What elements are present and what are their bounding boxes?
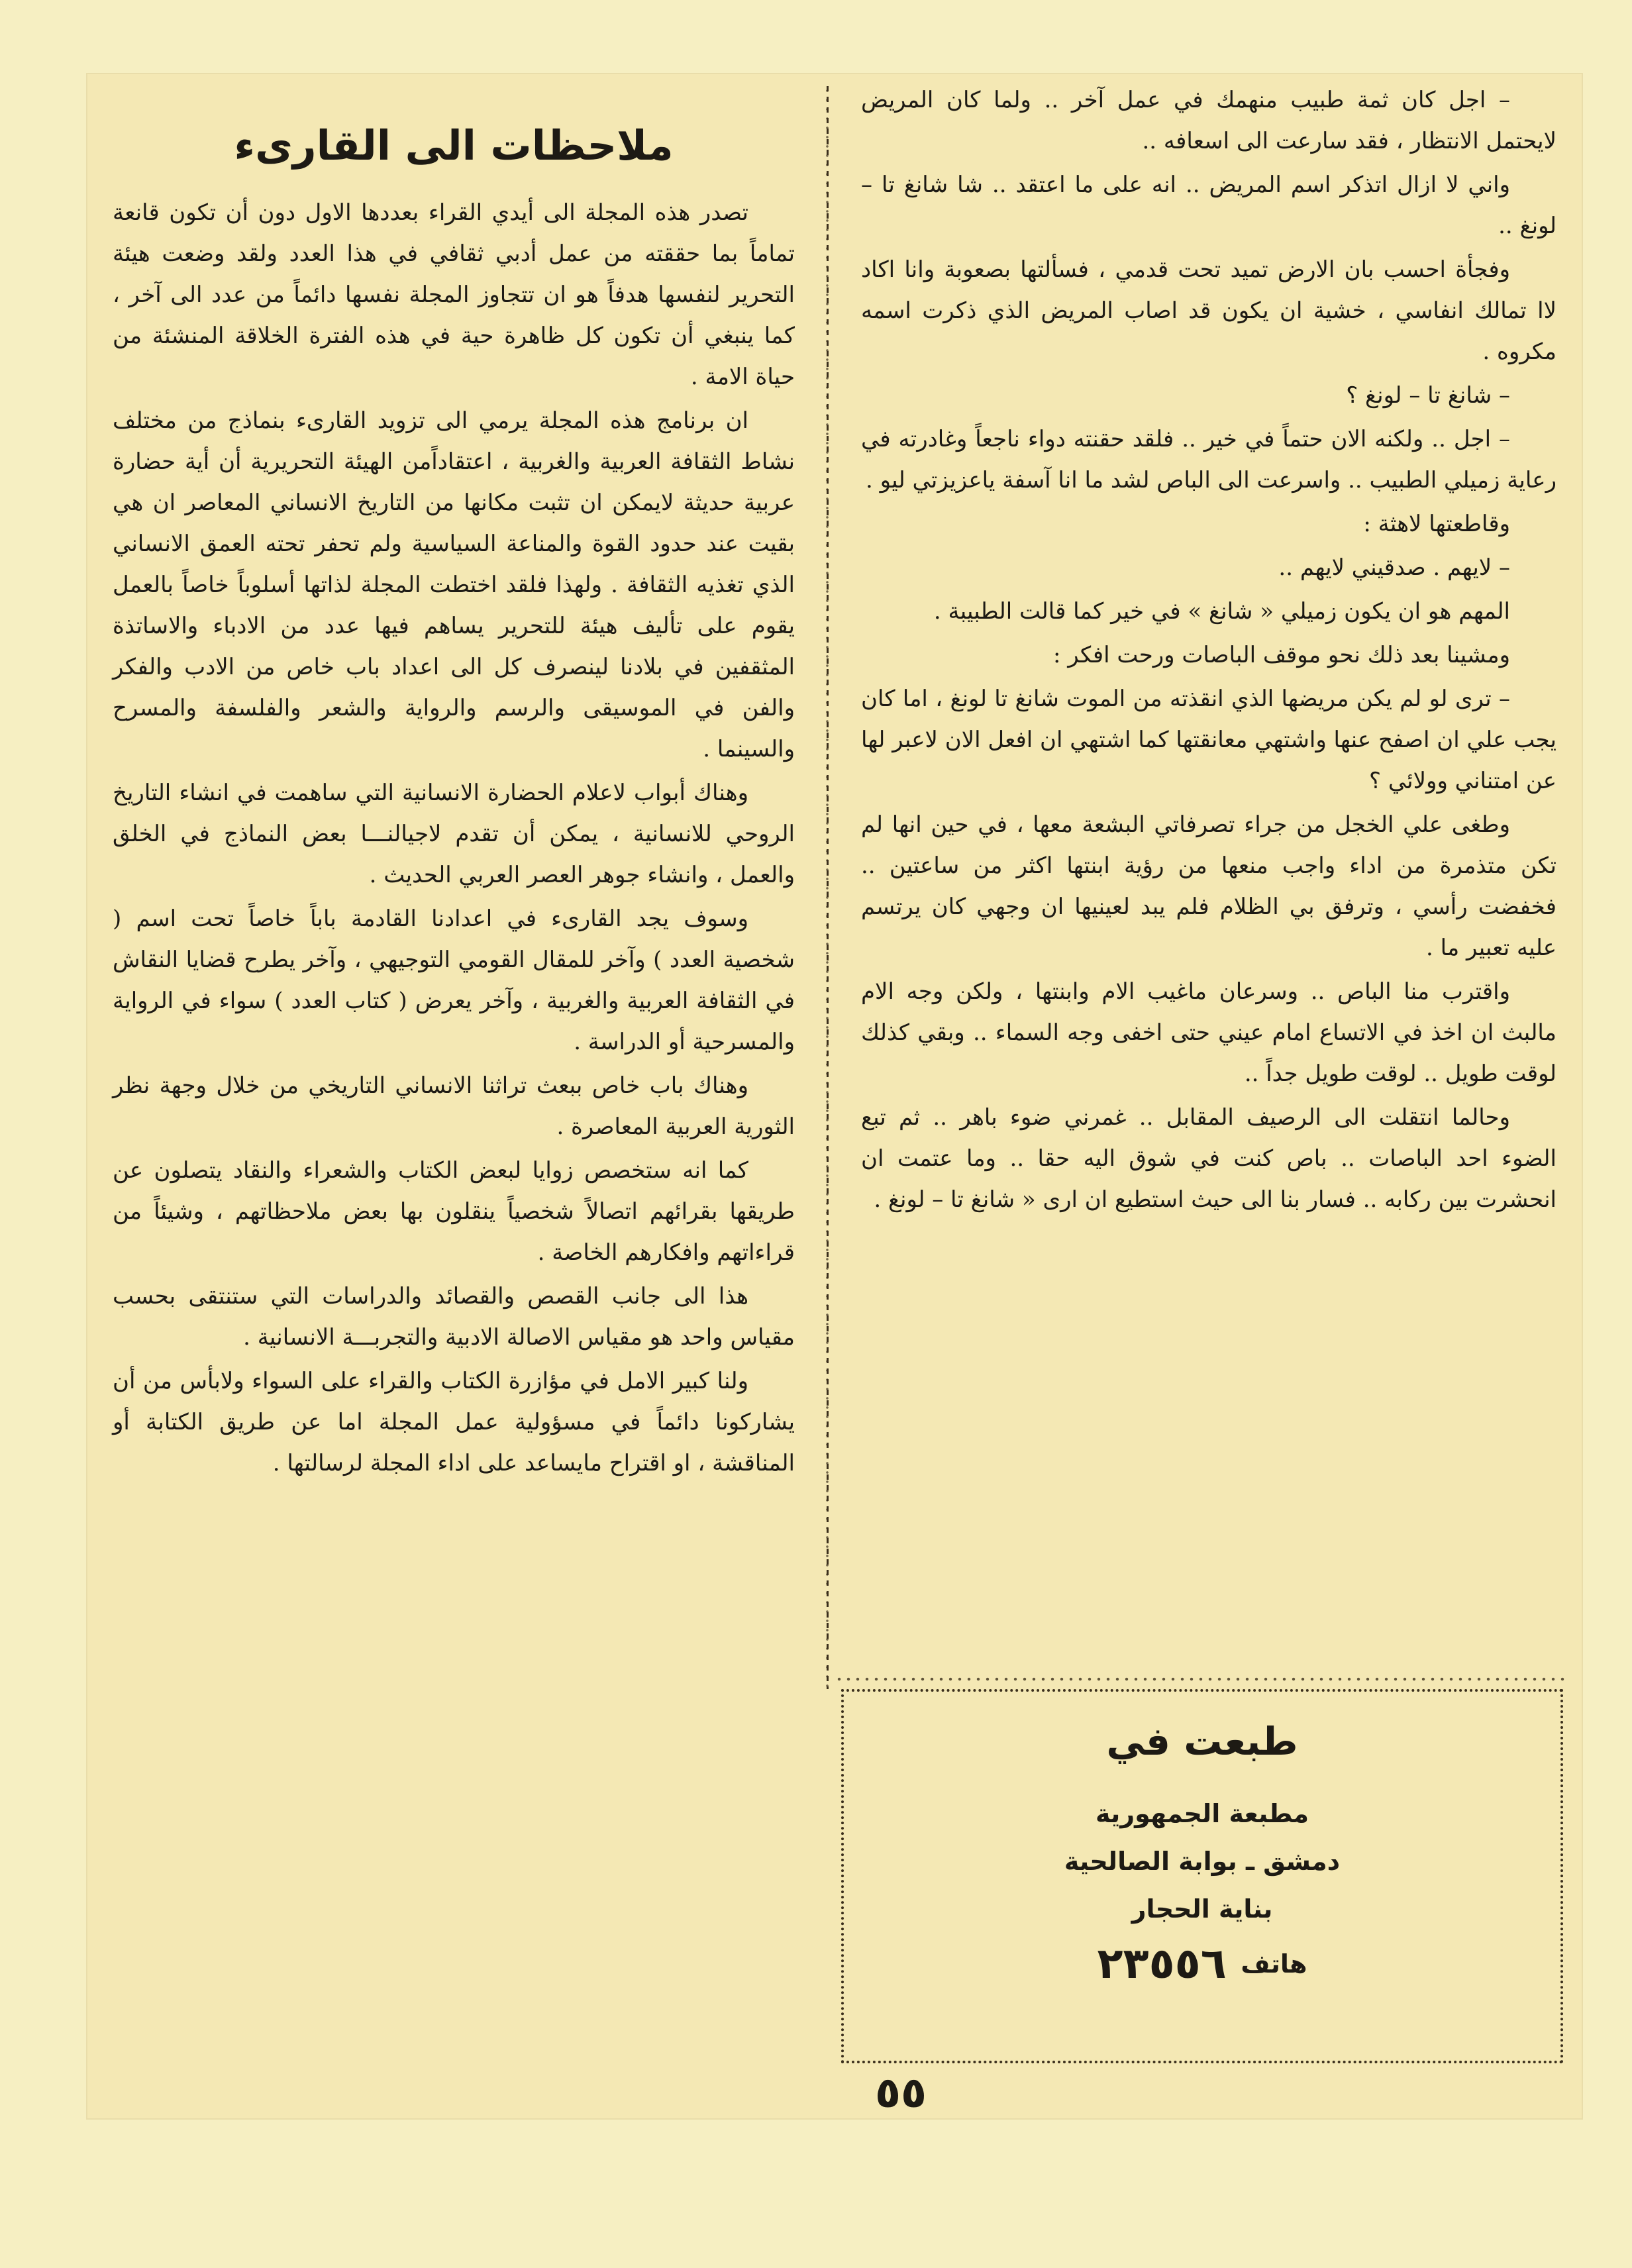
section-separator: [835, 1675, 1570, 1684]
phone-label: هاتف: [1241, 1949, 1307, 1979]
paragraph: وهناك أبواب لاعلام الحضارة الانسانية التي ساهمت في انشاء التاريخ الروحي للانسانية ، يمكن أن تقدم لاجيالنـــا بعض النماذج في الخلق والعمل ، وانشاء جوهر العصر العربي الحديث .: [113, 780, 795, 888]
paragraph: ولنا كبير الامل في مؤازرة الكتاب والقراء على السواء ولابأس من أن يشاركونا دائماً في مسؤولية عمل المجلة اما عن طريق الكتابة أو المناقشة ، او اقتراح مايساعد على اداء المجلة لرسالتها .: [113, 1368, 795, 1476]
paragraph: هذا الى جانب القصص والقصائد والدراسات التي ستنتقى بحسب مقياس واحد هو مقياس الاصالة الادبية والتجربـــة الانسانية .: [113, 1283, 795, 1351]
paragraph: وهناك باب خاص ببعث تراثنا الانساني التاريخي من خلال وجهة نظر الثورية العربية المعاصرة .: [113, 1072, 795, 1140]
magazine-page: [86, 73, 1583, 2120]
paragraph: – شانغ تا – لونغ ؟: [1346, 382, 1510, 409]
column-divider: [821, 86, 833, 1689]
paragraph: – ترى لو لم يكن مريضها الذي انقذته من الموت شانغ تا لونغ ، اما كان يجب علي ان اصفح عنها واشتهي معانقتها كما اشتهي ان افعل الان لاعبر لها عن امتناني وولائي ؟: [861, 686, 1556, 794]
paragraph: – لايهم . صدقيني لايهم ..: [1278, 554, 1510, 581]
paragraph: كما انه ستخصص زوايا لبعض الكتاب والشعراء والنقاد يتصلون عن طريقها بقرائهم اتصالاً شخصياً ينقلون بها بعض ملاحظاتهم ، وشيئاً من قراءاتهم وافكارهم الخاصة .: [113, 1157, 795, 1266]
page-number: ٥٥: [874, 2069, 927, 2118]
paragraph: وقاطعتها لاهثة :: [1363, 511, 1510, 537]
printer-location: دمشق ـ بوابة الصالحية: [1064, 1847, 1341, 1876]
printer-phone: [870, 1939, 1534, 1988]
notes-to-reader-column: [86, 73, 821, 2060]
paragraph: وطغى علي الخجل من جراء تصرفاتي البشعة معها ، في حين انها لم تكن متذمرة من اداء واجب منعها من رؤية ابنتها اكثر من ساعتين .. فخفضت رأسي ، وترفق بي الظلام فلم يبد لعينيها ان وجهي كان يرتسم عليه تعبير ما .: [861, 811, 1556, 961]
paragraph: – اجل كان ثمة طبيب منهمك في عمل آخر .. ولما كان المريض لايحتمل الانتظار ، فقد سارعت الى اسعافه ..: [861, 87, 1556, 154]
article-title: ملاحظات الى القارىء: [234, 121, 674, 170]
paragraph: ان برنامج هذه المجلة يرمي الى تزويد القارىء بنماذج من مختلف نشاط الثقافة العربية والغربية ، اعتقاداًمن الهيئة التحريرية أن أية حضارة عربية حديثة لايمكن ان تثبت مكانها من التاريخ الانساني المعاصر ان هي بقيت عند حدود القوة والمناعة السياسية ولم تحفر تحته العمق الانساني الذي تغذيه الثقافة . ولهذا فلقد اختطت المجلة لذاتها أسلوباً خاصاً بالعمل يقوم على تأليف هيئة للتحرير يساهم فيها عدد من الادباء والاساتذة المثقفين في بلادنا لينصرف كل الى اعداد باب خاص من الادب والفكر والفن في الموسيقى والرسم والرواية والشعر والفلسفة والمسرح والسينما .: [113, 407, 795, 762]
paragraph: واني لا ازال اتذكر اسم المريض .. انه على ما اعتقد .. شا شانغ تا – لونغ ..: [861, 172, 1556, 239]
printer-building: بناية الحجار: [1131, 1894, 1273, 1924]
paragraph: تصدر هذه المجلة الى أيدي القراء بعددها الاول دون أن تكون قانعة تماماً بما حققته من عمل أدبي ثقافي في هذا العدد ولقد وضعت هيئة التحرير لنفسها هدفاً هو ان تتجاوز المجلة نفسها دائماً من عدد الى آخر ، كما ينبغي أن تكون كل ظاهرة حية في هذه الفترة الخلاقة المنشئة من حياة الامة .: [113, 199, 795, 390]
paragraph: وحالما انتقلت الى الرصيف المقابل .. غمرني ضوء باهر .. ثم تبع الضوء احد الباصات .. باص كنت في شوق اليه حقا .. وما عتمت ان انحشرت بين ركابه .. فسار بنا الى حيث استطيع ان ارى « شانغ تا – لونغ .: [861, 1104, 1556, 1213]
paragraph: المهم هو ان يكون زميلي « شانغ » في خير كما قالت الطبيبة .: [933, 598, 1510, 625]
paragraph: وفجأة احسب بان الارض تميد تحت قدمي ، فسألتها بصعوبة وانا اكاد لاا تمالك انفاسي ، خشية ان يكون قد اصاب المريض الذي ذكرت اسمه مكروه .: [861, 256, 1556, 365]
paragraph: – اجل .. ولكنه الان حتماً في خير .. فلقد حقنته دواء ناجعاً وغادرته في رعاية زميلي الطبيب .. واسرعت الى الباص لشد ما انا آسفة ياعزيزتي ليو .: [861, 426, 1556, 493]
paragraph: ومشينا بعد ذلك نحو موقف الباصات ورحت افكر :: [1053, 642, 1510, 668]
story-column: [835, 73, 1583, 1689]
imprint-heading: طبعت في: [1106, 1719, 1298, 1764]
phone-number: ٢٣٥٥٦: [1097, 1939, 1227, 1988]
printer-imprint-box: [841, 1689, 1563, 2063]
paragraph: واقترب منا الباص .. وسرعان ماغيب الام وابنتها ، ولكن وجه الام مالبث ان اخذ في الاتساع امام عيني حتى اخفى وجه السماء .. وبقي كذلك لوقت طويل .. لوقت طويل جداً ..: [861, 978, 1556, 1087]
printer-name: مطبعة الجمهورية: [1095, 1799, 1309, 1828]
paragraph: وسوف يجد القارىء في اعدادنا القادمة باباً خاصاً تحت اسم ( شخصية العدد ) وآخر للمقال القومي التوجيهي ، وآخر يطرح قضايا النقاش في الثقافة العربية والغربية ، وآخر يعرض ( كتاب العدد ) سواء في الرواية والمسرحية أو الدراسة .: [113, 905, 795, 1055]
